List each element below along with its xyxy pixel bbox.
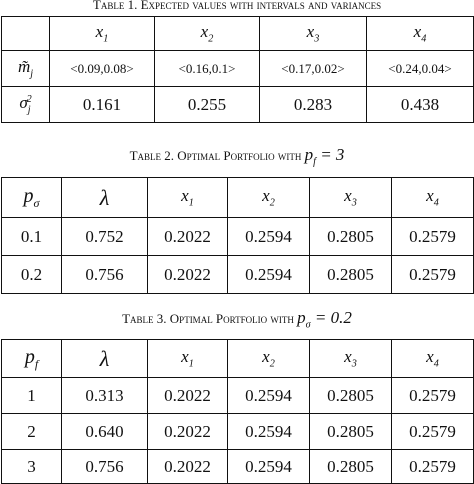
table-cell: 0.2805 — [310, 218, 392, 256]
table3-header-x4: $x_4$ — [392, 340, 474, 378]
table-row — [2, 450, 474, 484]
table1-header-x2: $x_2$ — [155, 17, 260, 51]
table-row — [2, 218, 474, 256]
row-label-sigma-j-squared: $\sigma_j^2$ — [2, 87, 50, 123]
table-row — [2, 414, 474, 450]
table-cell: 0.756 — [62, 450, 148, 484]
table-cell: 0.2022 — [148, 378, 228, 414]
table-cell: 0.2022 — [148, 256, 228, 294]
table-cell: 0.2805 — [310, 378, 392, 414]
table3-caption-math: $p_\sigma = 0.2$ — [297, 308, 352, 331]
table-cell: 0.161 — [50, 87, 155, 123]
table-cell: 0.2579 — [392, 414, 474, 450]
table-cell: 0.2594 — [228, 256, 310, 294]
table-cell: 0.2 — [2, 256, 62, 294]
table1-corner-cell — [2, 17, 50, 51]
table-cell: 0.2594 — [228, 378, 310, 414]
table-cell: 3 — [2, 450, 62, 484]
table3-header-x1: $x_1$ — [148, 340, 228, 378]
table-cell: 0.313 — [62, 378, 148, 414]
table-cell: 0.2594 — [228, 450, 310, 484]
table2-caption-math: $p_f = 3$ — [304, 145, 345, 168]
table1-header-x1: $x_1$ — [50, 17, 155, 51]
table-cell: 0.2805 — [310, 414, 392, 450]
table1-row-variance — [2, 87, 474, 123]
table2-header-x2: $x_2$ — [228, 178, 310, 218]
optimal-portfolio-table-p-sigma — [1, 339, 474, 484]
table-cell: 0.1 — [2, 218, 62, 256]
table-cell: 0.2579 — [392, 218, 474, 256]
table-cell: 0.2579 — [392, 450, 474, 484]
table2-header-row — [2, 178, 474, 218]
table-cell: 0.2805 — [310, 256, 392, 294]
table-cell: <0.16,0.1> — [155, 51, 260, 87]
table-cell: 0.438 — [367, 87, 474, 123]
table3-header-x2: $x_2$ — [228, 340, 310, 378]
table-cell: 0.2022 — [148, 450, 228, 484]
table1-row-mean — [2, 51, 474, 87]
table-cell: 0.2022 — [148, 414, 228, 450]
table-cell: 0.756 — [62, 256, 148, 294]
table3-caption-text: Table 3. Optimal Portfolio with — [122, 311, 294, 326]
table-cell: 0.2594 — [228, 414, 310, 450]
table1-header-x4: $x_4$ — [367, 17, 474, 51]
table2-header-x1: $x_1$ — [148, 178, 228, 218]
table3-header-x3: $x_3$ — [310, 340, 392, 378]
table-cell: 0.752 — [62, 218, 148, 256]
expected-values-table — [1, 16, 474, 123]
optimal-portfolio-table-pf — [1, 177, 474, 294]
table3-caption — [0, 308, 474, 330]
table-cell: 1 — [2, 378, 62, 414]
table-row — [2, 378, 474, 414]
table1-caption-text: Table 1. Expected values with intervals and variances — [92, 0, 382, 12]
table3-header-p-f: $p_f$ — [2, 340, 62, 378]
table2-header-lambda: λ — [62, 178, 148, 218]
table-cell: 0.2805 — [310, 450, 392, 484]
table2-header-x4: $x_4$ — [392, 178, 474, 218]
table-row — [2, 256, 474, 294]
table1-caption — [0, 0, 474, 13]
table2-caption-text: Table 2. Optimal Portfolio with — [129, 148, 302, 163]
table-cell: 0.255 — [155, 87, 260, 123]
table2-header-x3: $x_3$ — [310, 178, 392, 218]
table-cell: 0.283 — [260, 87, 367, 123]
table-cell: <0.17,0.02> — [260, 51, 367, 87]
table1-header-row — [2, 17, 474, 51]
table-cell: 2 — [2, 414, 62, 450]
table1-header-x3: $x_3$ — [260, 17, 367, 51]
table-cell: 0.2579 — [392, 256, 474, 294]
table-cell: <0.24,0.04> — [367, 51, 474, 87]
table3-header-row — [2, 340, 474, 378]
table-cell: 0.2594 — [228, 218, 310, 256]
table-cell: 0.2022 — [148, 218, 228, 256]
table-cell: 0.2579 — [392, 378, 474, 414]
table2-caption — [0, 145, 474, 167]
row-label-m-tilde-j: $m̃_j$ — [2, 51, 50, 87]
table-cell: <0.09,0.08> — [50, 51, 155, 87]
table2-header-p-sigma: $p_\sigma$ — [2, 178, 62, 218]
table-cell: 0.640 — [62, 414, 148, 450]
table3-header-lambda: λ — [62, 340, 148, 378]
